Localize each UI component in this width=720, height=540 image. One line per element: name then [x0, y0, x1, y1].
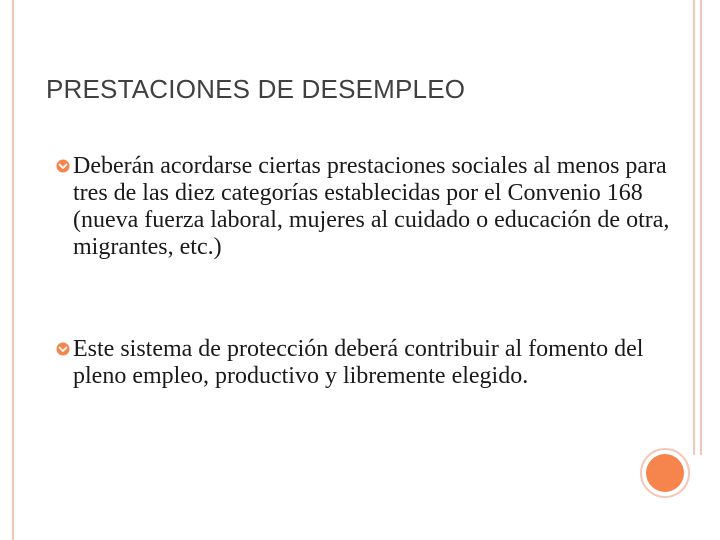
- bullet-item-2: [56, 336, 696, 390]
- left-frame-line: [12, 0, 14, 540]
- circle-chevron-icon: [56, 342, 70, 356]
- orange-circle-icon: [646, 454, 684, 492]
- bullet-text-2: Este sistema de protección deberá contribuir al fomento del pleno empleo, productivo y libremente elegido.: [73, 336, 644, 389]
- right-frame-line-inner: [700, 0, 702, 455]
- bullet-text-1: Deberán acordarse ciertas prestaciones sociales al menos para tres de las diez categorías establecidas por el Convenio 168 (nueva fuerza laboral, mujeres al cuidado o educación de otra, migrantes, etc.): [73, 153, 670, 260]
- slide-title: PRESTACIONES DE DESEMPLEO: [46, 74, 466, 104]
- bullet-item-1: [56, 153, 696, 261]
- circle-chevron-icon: [56, 159, 70, 173]
